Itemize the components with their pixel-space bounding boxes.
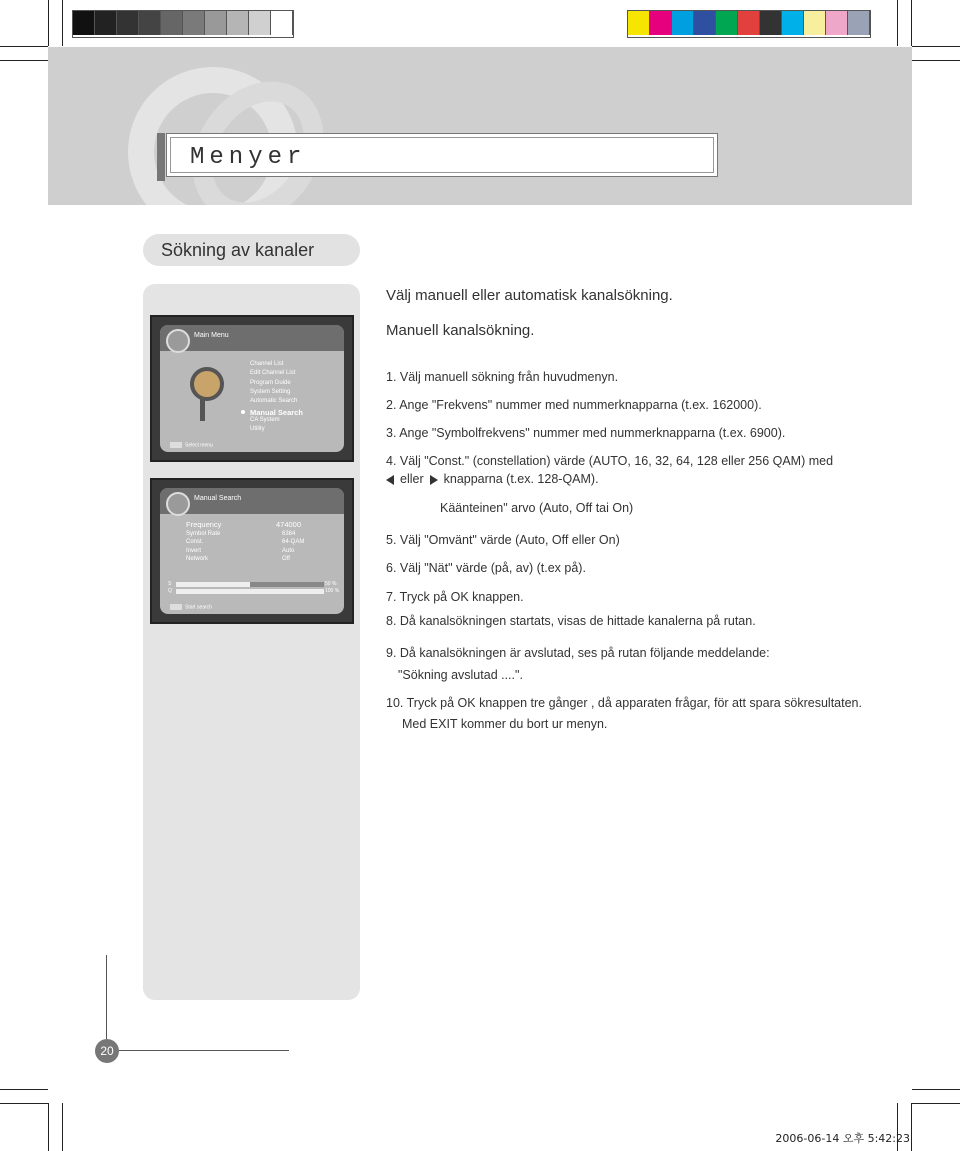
ok-key-icon [170,442,182,448]
crop-mark [62,1103,63,1151]
footer-vertical-line [106,955,107,1039]
step-2: 2. Ange "Frekvens" nummer med nummerknapparna (t.ex. 162000). [386,398,762,412]
search-row-value: 474000 [276,520,302,529]
manual-search-screenshot [150,478,354,624]
signal-label-q: Q [168,588,172,594]
section-heading [143,234,360,266]
crop-mark [897,0,898,46]
magnifier-handle-icon [200,399,205,421]
ok-key-icon [170,604,182,610]
step-4-or: eller [400,472,424,486]
magnifier-icon [190,367,224,401]
step-9: 9. Då kanalsökningen är avslutad, ses på rutan följande meddelande: [386,646,770,660]
search-row-value: 6384 [282,530,296,537]
search-footer [170,604,212,610]
crop-mark [0,1103,48,1104]
signal-label-s: S [168,581,172,587]
step-4-continued [386,472,599,486]
gray-swatch [183,11,205,35]
step-10: 10. Tryck på OK knappen tre gånger , då apparaten frågar, för att spara sökresultaten. [386,696,862,710]
menu-footer-label: Select menu [185,442,213,448]
search-row-value: 64-QAM [282,539,305,545]
step-4-rest: knapparna (t.ex. 128-QAM). [443,472,599,486]
step-4: 4. Välj "Const." (constellation) värde (AUTO, 16, 32, 64, 128 eller 256 QAM) med [386,454,834,468]
step-5: 5. Välj "Omvänt" värde (Auto, Off eller On) [386,533,620,547]
right-arrow-icon [430,475,438,485]
crop-mark [0,1089,48,1090]
search-row-label: Const. [186,539,204,545]
menu-item: System Setting [250,388,291,395]
page-number: 20 [95,1039,119,1063]
crop-mark [48,1103,49,1151]
menu-item: Utility [250,426,265,433]
menu-item: Channel List [250,361,284,367]
menu-footer [170,442,213,448]
search-row-label: Invert [186,547,202,554]
step-9-message: "Sökning avslutad ....". [398,668,523,682]
page-title: Menyer [190,144,307,171]
search-row-label: Symbol Rate [186,530,221,537]
color-swatch [628,11,650,35]
search-footer-label: Start search [185,604,212,610]
search-row-value: Off [282,556,290,562]
signal-bar-2 [176,589,324,594]
menu-item: Manual Search [250,408,303,417]
color-calibration-bar [627,10,871,38]
search-row-value: Auto [282,547,295,554]
main-menu-title: Main Menu [194,332,229,339]
left-arrow-icon [386,475,394,485]
menu-item: Edit Channel List [250,370,296,377]
note-text: Käänteinen" arvo (Auto, Off tai On) [440,501,634,515]
title-accent-bar [157,133,165,181]
step-8: 8. Då kanalsökningen startats, visas de hittade kanalerna på rutan. [386,614,756,628]
gray-swatch [139,11,161,35]
step-6: 6. Välj "Nät" värde (på, av) (t.ex på). [386,561,586,575]
intro-text: Välj manuell eller automatisk kanalsökning. [386,287,673,304]
crop-mark [48,0,49,46]
grayscale-color-bar [72,10,294,38]
gray-swatch [117,11,139,35]
color-swatch [804,11,826,35]
crop-mark [911,1103,912,1151]
crop-mark [911,0,912,46]
color-swatch [650,11,672,35]
gray-swatch [73,11,95,35]
search-row-label: Network [186,556,209,562]
gray-swatch [249,11,271,35]
color-swatch [826,11,848,35]
color-swatch [738,11,760,35]
main-menu-screenshot [150,315,354,462]
signal-value-q: 100 % [325,588,340,594]
gray-swatch [95,11,117,35]
signal-bar-1 [176,582,324,587]
color-swatch [694,11,716,35]
crop-mark [62,0,63,46]
header-band [48,47,912,205]
menu-item: Program Guide [250,379,291,386]
footer-horizontal-line [119,1050,289,1051]
step-1: 1. Välj manuell sökning från huvudmenyn. [386,370,619,384]
gray-swatch [271,11,293,35]
menu-item: CA System [250,416,280,423]
tv-logo-icon [166,329,190,353]
crop-mark [912,60,960,61]
crop-mark [912,46,960,47]
subheading-text: Manuell kanalsökning. [386,322,535,339]
color-swatch [716,11,738,35]
manual-search-title: Manual Search [194,495,242,502]
color-swatch [672,11,694,35]
selected-bullet-icon [241,410,245,414]
menu-item: Automatic Search [250,398,298,405]
gray-swatch [161,11,183,35]
section-title: Sökning av kanaler [161,240,315,260]
signal-value-s: 50 % [325,581,337,587]
print-timestamp: 2006-06-14 오후 5:42:23 [775,1132,910,1145]
crop-mark [0,46,48,47]
step-3: 3. Ange "Symbolfrekvens" nummer med nummerknapparna (t.ex. 6900). [386,426,786,440]
gray-swatch [227,11,249,35]
search-row-label: Frequency [186,520,222,529]
tv-logo-icon [166,492,190,516]
step-10-exit: Med EXIT kommer du bort ur menyn. [402,717,608,731]
crop-mark [912,1089,960,1090]
crop-mark [0,60,48,61]
crop-mark [912,1103,960,1104]
color-swatch [848,11,870,35]
color-swatch [782,11,804,35]
step-7: 7. Tryck på OK knappen. [386,590,524,604]
gray-swatch [205,11,227,35]
color-swatch [760,11,782,35]
